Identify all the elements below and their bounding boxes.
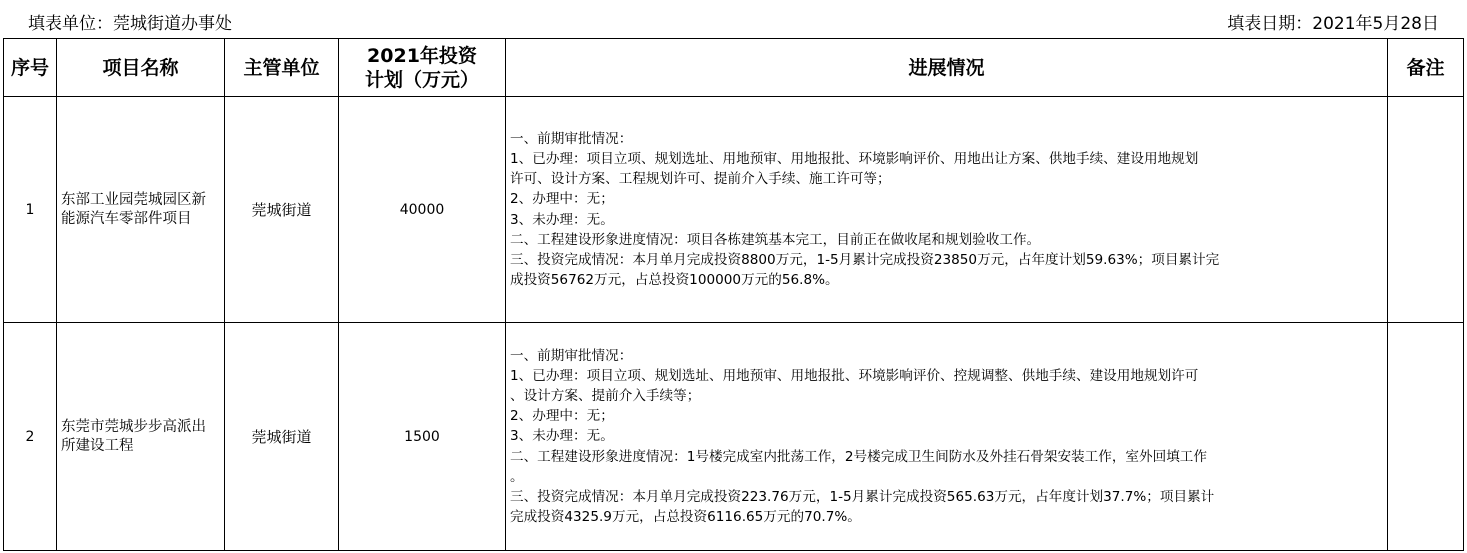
col-header-plan-line2: 计划（万元） <box>364 68 479 91</box>
progress-line: 一、前期审批情况： <box>510 130 633 147</box>
progress-line: 、设计方案、提前介入手续等； <box>510 387 701 404</box>
col-header-name: 项目名称 <box>57 39 225 97</box>
progress-line: 一、前期审批情况： <box>510 347 633 364</box>
reporting-date: 填表日期：2021年5月28日 <box>1227 14 1439 34</box>
col-header-plan <box>339 39 506 97</box>
progress-line: 许可、设计方案、工程规划许可、提前介入手续、施工许可等； <box>510 171 891 188</box>
progress-line: 二、工程建设形象进度情况：项目各栋建筑基本完工，目前正在做收尾和规划验收工作。 <box>510 231 1041 248</box>
col-header-dept: 主管单位 <box>225 39 339 97</box>
cell-plan: 40000 <box>339 97 506 323</box>
progress-line: 。 <box>510 468 524 485</box>
cell-dept: 莞城街道 <box>225 97 339 323</box>
cell-progress <box>506 97 1388 323</box>
cell-progress <box>506 323 1388 551</box>
progress-line: 1、已办理：项目立项、规划选址、用地预审、用地报批、环境影响评价、用地出让方案、供地手续、建设用地规划 <box>510 150 1199 167</box>
cell-remark <box>1388 97 1464 323</box>
progress-line: 1、已办理：项目立项、规划选址、用地预审、用地报批、环境影响评价、控规调整、供地手续、建设用地规划许可 <box>510 367 1199 384</box>
progress-line: 完成投资4325.9万元，占总投资6116.65万元的70.7%。 <box>510 509 861 526</box>
cell-dept: 莞城街道 <box>225 323 339 551</box>
cell-plan: 1500 <box>339 323 506 551</box>
cell-seq: 1 <box>4 97 57 323</box>
reporting-unit: 填表单位：莞城街道办事处 <box>28 14 232 34</box>
col-header-remark: 备注 <box>1388 39 1464 97</box>
table-row <box>4 323 1464 551</box>
progress-line: 3、未办理：无。 <box>510 428 614 445</box>
progress-line: 三、投资完成情况：本月单月完成投资8800万元，1-5月累计完成投资23850万元，占年度计划59.63%；项目累计完 <box>510 251 1220 268</box>
table-header-row <box>4 39 1464 97</box>
table-row <box>4 97 1464 323</box>
progress-line: 3、未办理：无。 <box>510 211 614 228</box>
progress-line: 二、工程建设形象进度情况：1号楼完成室内批荡工作，2号楼完成卫生间防水及外挂石骨架安装工作，室外回填工作 <box>510 448 1207 465</box>
progress-line: 成投资56762万元，占总投资100000万元的56.8%。 <box>510 272 839 289</box>
cell-seq: 2 <box>4 323 57 551</box>
progress-line: 三、投资完成情况：本月单月完成投资223.76万元，1-5月累计完成投资565.63万元，占年度计划37.7%；项目累计 <box>510 489 1215 505</box>
cell-remark <box>1388 323 1464 551</box>
progress-line: 2、办理中：无； <box>510 191 614 208</box>
col-header-plan-line1: 2021年投资 <box>367 44 477 67</box>
col-header-progress: 进展情况 <box>506 39 1388 97</box>
cell-project-name: 东部工业园莞城园区新能源汽车零部件项目 <box>57 97 225 323</box>
project-table <box>3 38 1464 551</box>
progress-line: 2、办理中：无； <box>510 408 614 425</box>
report-header <box>0 0 1467 38</box>
col-header-seq: 序号 <box>4 39 57 97</box>
cell-project-name: 东莞市莞城步步高派出所建设工程 <box>57 323 225 551</box>
